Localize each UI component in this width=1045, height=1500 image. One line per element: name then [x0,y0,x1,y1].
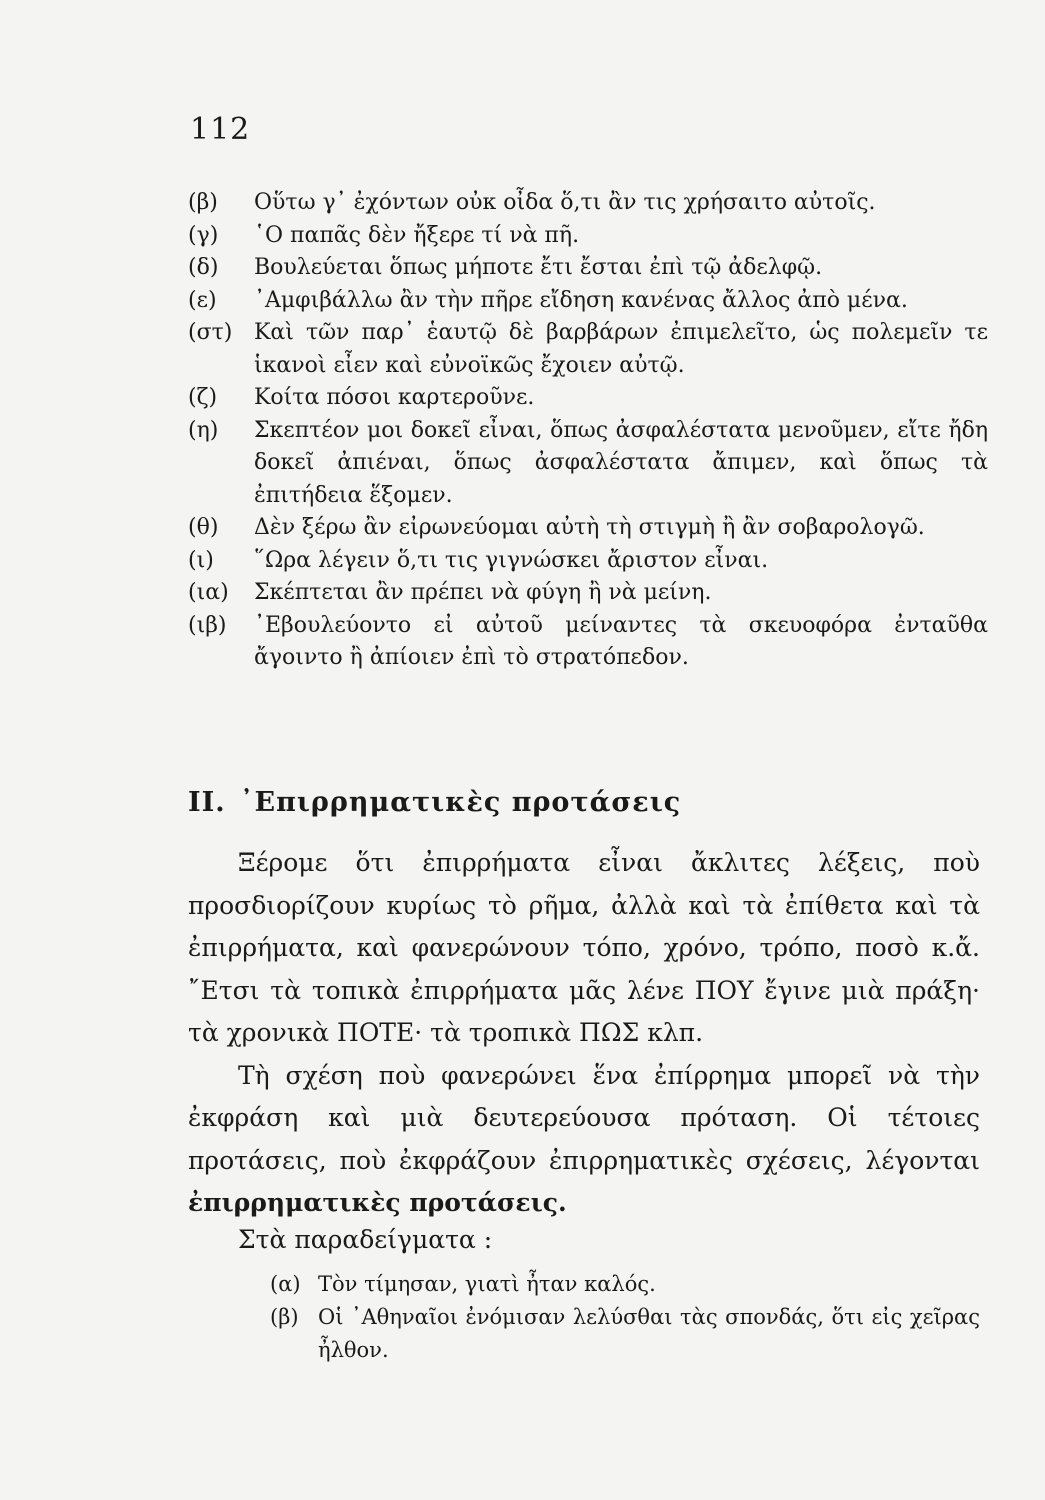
example-item [188,317,988,382]
example-label: (θ) [188,515,219,540]
section-heading [188,787,681,818]
example-text: Οὕτω γ᾽ ἐχόντων οὐκ οἶδα ὅ,τι ἂν τις χρήσαιτο αὐτοῖς. [254,190,876,215]
example-item [188,382,988,415]
example-label: (ι) [188,547,214,573]
example-item [188,577,988,610]
example-label: (δ) [188,255,219,280]
example-text: ᾽Αμφιβάλλω ἂν τὴν πῆρε εἴδηση κανένας ἄλλος ἀπὸ μένα. [254,287,908,313]
example-label: (β) [188,190,218,215]
example-item [270,1268,980,1301]
example-item [270,1301,980,1367]
examples-intro: Στὰ παραδείγματα : [238,1225,493,1254]
example-item [188,415,988,513]
example-text: ᾽Εβουλεύοντο εἰ αὐτοῦ μείναντες τὰ σκευοφόρα ἐνταῦθα ἄγοιντο ἢ ἀπίοιεν ἐπὶ τὸ στρατόπεδον. [254,612,988,670]
example-item [188,252,988,285]
example-item [188,512,988,545]
example-text: Καὶ τῶν παρ᾽ ἑαυτῷ δὲ βαρβάρων ἐπιμελεῖτο, ὡς πολεμεῖν τε ἱκανοὶ εἶεν καὶ εὐνοϊκῶς ἔχοιεν αὐτῷ. [254,320,988,378]
example-label: (η) [188,417,219,443]
body-text [188,842,980,1225]
example-item [188,610,988,675]
example-text: ῾Ο παπᾶς δὲν ἤξερε τί νὰ πῆ. [254,222,580,248]
body-paragraph [188,1055,980,1225]
example-label: (ιβ) [188,612,227,638]
example-label: (β) [270,1305,299,1329]
example-text: Τὸν τίμησαν, γιατὶ ἦταν καλός. [318,1272,656,1296]
example-label: (γ) [188,222,219,248]
example-text: Σκέπτεται ἂν πρέπει νὰ φύγη ἢ νὰ μείνη. [254,580,712,605]
example-label: (ε) [188,287,217,313]
page-number: 112 [190,112,251,147]
example-item [188,545,988,578]
example-label: (ια) [188,580,229,605]
example-text: Βουλεύεται ὅπως μήποτε ἔτι ἔσται ἐπὶ τῷ ἀδελφῷ. [254,255,823,280]
example-text: Κοίτα πόσοι καρτεροῦνε. [254,385,535,410]
example-text: Δὲν ξέρω ἂν εἰρωνεύομαι αὐτὴ τὴ στιγμὴ ἢ ἂν σοβαρολογῶ. [254,515,925,540]
section-title: ᾽Επιρρηματικὲς προτάσεις [240,787,682,818]
sub-examples-list [270,1268,980,1367]
section-number: II. [188,787,226,818]
paragraph-lead: Τὴ σχέση ποὺ φανερώνει ἕνα ἐπίρρημα μπορεῖ νὰ τὴν ἐκφράση καὶ μιὰ δευτερεύουσα πρόταση. Οἱ τέτοιες προτάσεις, ποὺ ἐκφράζουν ἐπιρρηματικὲς σχέσεις, λέγονται [188,1060,980,1175]
body-paragraph: Ξέρομε ὅτι ἐπιρρήματα εἶναι ἄκλιτες λέξεις, ποὺ προσδιορίζουν κυρίως τὸ ρῆμα, ἀλλὰ καὶ τὰ ἐπίθετα καὶ τὰ ἐπιρρήματα, καὶ φανερώνουν τόπο, χρόνο, τρόπο, ποσὸ κ.ἄ. ῎Ετσι τὰ τοπικὰ ἐπιρρήματα μᾶς λένε ΠΟΥ ἔγινε μιὰ πράξη· τὰ χρονικὰ ΠΟΤΕ· τὰ τροπικὰ ΠΩΣ κλπ. [188,848,980,1047]
example-text: Οἱ ᾽Αθηναῖοι ἐνόμισαν λελύσθαι τὰς σπονδάς, ὅτι εἰς χεῖρας ἦλθον. [318,1305,980,1362]
example-item [188,285,988,318]
example-item [188,187,988,220]
defined-term: ἐπιρρηματικὲς προτάσεις. [188,1188,567,1217]
example-text: ῞Ωρα λέγειν ὅ,τι τις γιγνώσκει ἄριστον εἶναι. [254,547,769,573]
example-label: (ζ) [188,385,218,410]
example-item [188,220,988,253]
example-text: Σκεπτέον μοι δοκεῖ εἶναι, ὅπως ἀσφαλέστατα μενοῦμεν, εἴτε ἤδη δοκεῖ ἀπιέναι, ὅπως ἀσφαλέστατα ἄπιμεν, καὶ ὅπως τὰ ἐπιτήδεια ἕξομεν. [254,417,988,508]
example-label: (στ) [188,320,233,345]
examples-list [188,187,988,675]
example-label: (α) [270,1272,301,1296]
